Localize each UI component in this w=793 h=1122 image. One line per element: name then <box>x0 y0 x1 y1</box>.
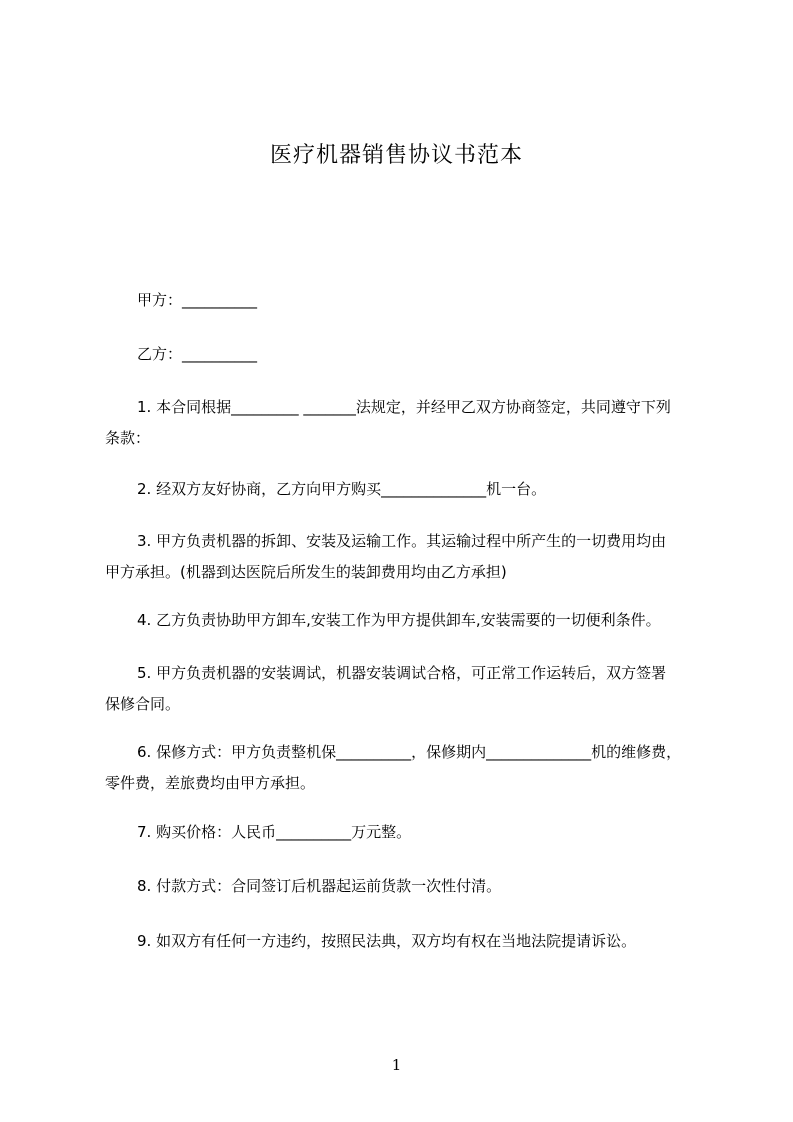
clause-6-line-1: 6. 保修方式：甲方负责整机保__________，保修期内______________机的维修费， <box>137 743 682 761</box>
clause-2-line-1: 2. 经双方友好协商，乙方向甲方购买______________机一台。 <box>137 480 547 498</box>
page-title: 医疗机器销售协议书范本 <box>269 143 523 168</box>
clause-8 <box>105 871 715 902</box>
clause-4 <box>105 605 715 636</box>
clause-7-line-1: 7. 购买价格：人民币__________万元整。 <box>137 823 412 841</box>
clause-1-line-1: 1. 本合同根据_________ _______法规定，并经甲乙双方协商签定，共同遵守下列 <box>137 398 671 416</box>
clause-1-line-2: 条款： <box>105 429 151 447</box>
clause-7 <box>105 817 715 848</box>
clause-4-line-1: 4. 乙方负责协助甲方卸车,安装工作为甲方提供卸车,安装需要的一切便利条件。 <box>137 611 661 629</box>
clause-1 <box>105 392 715 454</box>
clause-6-line-2: 零件费，差旅费均由甲方承担。 <box>105 774 316 792</box>
party-b-line: 乙方：__________ <box>137 345 258 363</box>
clause-9-line-1: 9. 如双方有任何一方违约，按照民法典，双方均有权在当地法院提请诉讼。 <box>137 932 637 950</box>
clause-6 <box>105 737 715 799</box>
clause-9 <box>105 926 715 957</box>
clause-2 <box>105 474 715 505</box>
clause-5 <box>105 658 715 720</box>
clause-3-line-2: 甲方承担。(机器到达医院后所发生的装卸费用均由乙方承担) <box>105 563 507 581</box>
clause-3 <box>105 526 715 588</box>
clause-3-line-1: 3. 甲方负责机器的拆卸、安装及运输工作。其运输过程中所产生的一切费用均由 <box>137 532 667 550</box>
clause-5-line-1: 5. 甲方负责机器的安装调试，机器安装调试合格，可正常工作运转后，双方签署 <box>137 664 667 682</box>
clause-5-line-2: 保修合同。 <box>105 695 181 713</box>
page-number: 1 <box>391 1056 402 1074</box>
clause-8-line-1: 8. 付款方式：合同签订后机器起运前货款一次性付清。 <box>137 877 502 895</box>
party-a-line: 甲方：__________ <box>137 291 258 309</box>
